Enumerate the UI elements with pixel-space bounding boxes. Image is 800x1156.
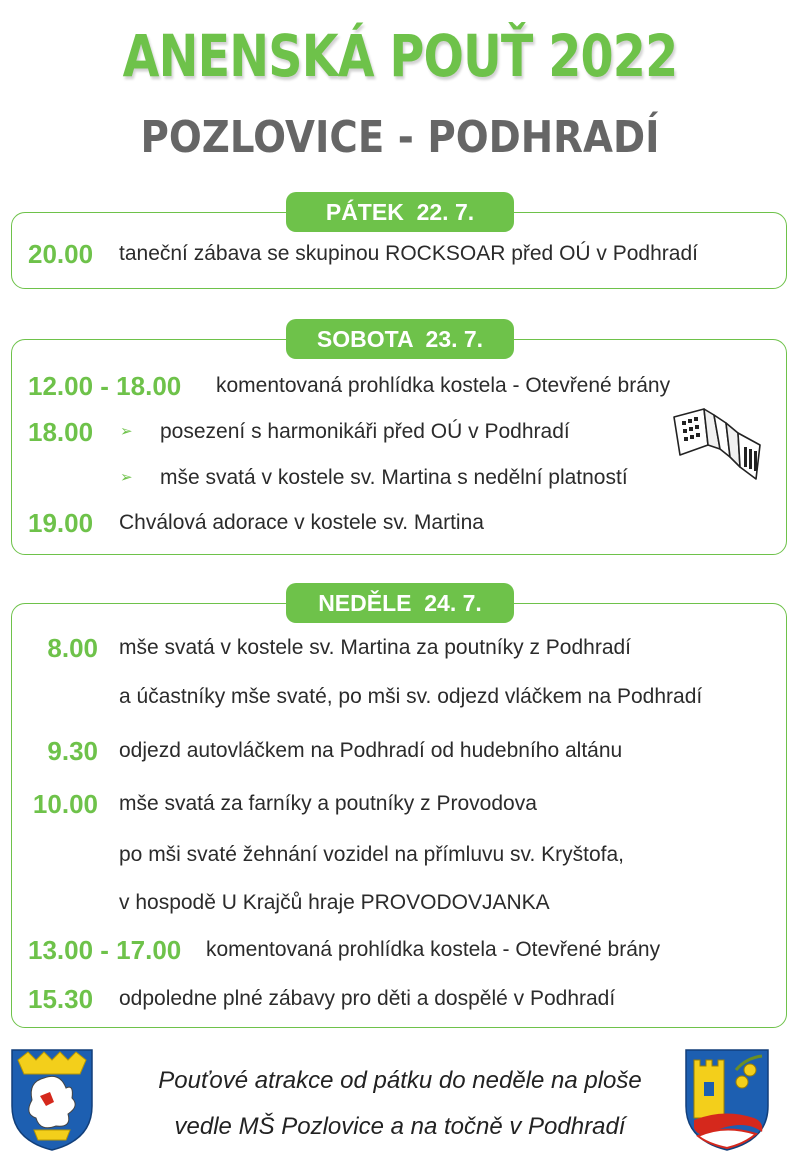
event-text: taneční zábava se skupinou ROCKSOAR před OÚ v Podhradí (119, 242, 698, 265)
pozlovice-crest-icon (10, 1048, 94, 1152)
event-time: 10.00 (32, 789, 98, 819)
page-title: ANENSKÁ POUŤ 2022 (122, 22, 678, 90)
event-text: po mši svaté žehnání vozidel na přímluvu sv. Kryštofa, (119, 843, 625, 866)
schedule-row (0, 234, 800, 274)
event-text: mše svatá v kostele sv. Martina za poutníky z Podhradí (119, 636, 632, 659)
event-text: odjezd autovláčkem na Podhradí od hudebního altánu (119, 739, 623, 762)
bullet-arrow-icon: ➢ (120, 423, 133, 440)
schedule-row (0, 784, 800, 824)
event-text: komentovaná prohlídka kostela - Otevřené brány (216, 374, 671, 397)
event-text: komentovaná prohlídka kostela - Otevřené brány (206, 938, 661, 961)
event-text: mše svatá v kostele sv. Martina s nedělní platností (160, 466, 628, 489)
event-text: a účastníky mše svaté, po mši sv. odjezd vláčkem na Podhradí (119, 685, 703, 708)
event-time: 12.00 - 18.00 (28, 371, 182, 401)
schedule-row (0, 628, 800, 668)
schedule-row (0, 883, 800, 923)
event-text: mše svatá za farníky a poutníky z Provodova (119, 792, 537, 815)
event-time: 8.00 (47, 633, 98, 663)
podhradi-crest-icon (684, 1048, 770, 1152)
event-text: Chválová adorace v kostele sv. Martina (119, 511, 484, 534)
day-label-sunday: NEDĚLE 24. 7. (286, 583, 514, 623)
event-time: 18.00 (28, 417, 94, 447)
event-time: 19.00 (28, 508, 94, 538)
day-label-friday: PÁTEK 22. 7. (286, 192, 514, 232)
schedule-row (0, 930, 800, 970)
event-time: 9.30 (47, 736, 98, 766)
schedule-row (0, 366, 800, 406)
schedule-row (0, 731, 800, 771)
accordion-icon (668, 405, 768, 483)
event-time: 15.30 (28, 984, 94, 1014)
event-text: posezení s harmonikáři před OÚ v Podhradí (160, 420, 570, 443)
footer-note-line-1: Pouťové atrakce od pátku do neděle na ploše (158, 1067, 642, 1094)
schedule-row (0, 503, 800, 543)
day-label-saturday: SOBOTA 23. 7. (286, 319, 514, 359)
event-text: v hospodě U Krajčů hraje PROVODOVJANKA (119, 891, 550, 914)
schedule-row (0, 677, 800, 717)
page-subtitle: POZLOVICE - PODHRADÍ (140, 112, 660, 163)
event-text: odpoledne plné zábavy pro děti a dospělé v Podhradí (119, 987, 616, 1010)
schedule-row (0, 835, 800, 875)
schedule-row (0, 979, 800, 1019)
bullet-arrow-icon: ➢ (120, 469, 133, 486)
event-time: 20.00 (28, 239, 94, 269)
footer-note-line-2: vedle MŠ Pozlovice a na točně v Podhradí (174, 1113, 626, 1140)
event-time: 13.00 - 17.00 (28, 935, 182, 965)
